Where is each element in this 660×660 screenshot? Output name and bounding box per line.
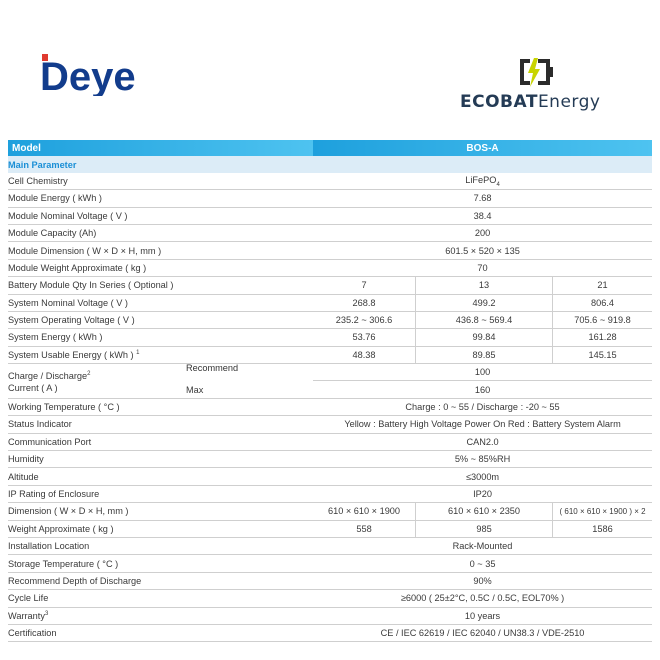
recommend-label bbox=[186, 364, 313, 381]
ecobat-wordmark-thin: Energy bbox=[537, 92, 601, 112]
row-label: Certification bbox=[8, 625, 313, 642]
row-value: IP20 bbox=[313, 486, 652, 503]
table-row bbox=[8, 225, 652, 242]
row-label: Humidity bbox=[8, 451, 313, 468]
charge-discharge-label bbox=[8, 364, 186, 399]
row-value-col3: 145.15 bbox=[552, 347, 652, 364]
table-row bbox=[8, 364, 652, 381]
row-value: 7.68 bbox=[313, 190, 652, 207]
header-row bbox=[8, 140, 652, 156]
row-value: 10 years bbox=[313, 608, 652, 625]
battery-icon bbox=[520, 58, 553, 87]
row-value-col2: 985 bbox=[415, 521, 552, 538]
max-label: Max bbox=[186, 381, 313, 398]
row-label: Altitude bbox=[8, 468, 313, 485]
row-label: Module Nominal Voltage ( V ) bbox=[8, 208, 313, 225]
table-row bbox=[8, 590, 652, 607]
row-label: Module Capacity (Ah) bbox=[8, 225, 313, 242]
row-label: Recommend Depth of Discharge bbox=[8, 573, 313, 590]
row-value: CAN2.0 bbox=[313, 434, 652, 451]
row-value: 70 bbox=[313, 260, 652, 277]
row-label: Module Dimension ( W × D × H, mm ) bbox=[8, 242, 313, 259]
table-row bbox=[8, 451, 652, 468]
cell-chemistry-subscript: 4 bbox=[496, 181, 500, 188]
row-value: ≤3000m bbox=[313, 468, 652, 485]
table-row bbox=[8, 260, 652, 277]
row-value-col3: ( 610 × 610 × 1900 ) × 2 bbox=[552, 503, 652, 520]
row-value-col3: 705.6 ~ 919.8 bbox=[552, 312, 652, 329]
footnote-mark: 3 bbox=[44, 610, 49, 617]
row-label: System Nominal Voltage ( V ) bbox=[8, 295, 313, 312]
charge-label-line2: Current ( A ) bbox=[8, 383, 58, 393]
table-row bbox=[8, 555, 652, 572]
row-value: 0 ~ 35 bbox=[313, 555, 652, 572]
row-value bbox=[313, 173, 652, 190]
row-label: Installation Location bbox=[8, 538, 313, 555]
recommend-value: 100 bbox=[313, 364, 652, 381]
row-label: Storage Temperature ( °C ) bbox=[8, 555, 313, 572]
row-label: System Operating Voltage ( V ) bbox=[8, 312, 313, 329]
row-label: Cycle Life bbox=[8, 590, 313, 607]
table-row bbox=[8, 608, 652, 625]
table-row bbox=[8, 416, 652, 433]
row-value: ≥6000 ( 25±2°C, 0.5C / 0.5C, EOL70% ) bbox=[313, 590, 652, 607]
table-row bbox=[8, 329, 652, 346]
row-value-col3: 1586 bbox=[552, 521, 652, 538]
row-label: Working Temperature ( °C ) bbox=[8, 399, 313, 416]
charge-label-line1: Charge / Discharge bbox=[8, 371, 88, 381]
table-row bbox=[8, 521, 652, 538]
row-label: System Energy ( kWh ) bbox=[8, 329, 313, 346]
row-value: CE / IEC 62619 / IEC 62040 / UN38.3 / VDE-2510 bbox=[313, 625, 652, 642]
row-value-col1: 558 bbox=[313, 521, 415, 538]
row-label: Dimension ( W × D × H, mm ) bbox=[8, 503, 313, 520]
model-value: BOS-A bbox=[313, 140, 652, 156]
row-value-col2: 610 × 610 × 2350 bbox=[415, 503, 552, 520]
row-value-col1: 7 bbox=[313, 277, 415, 294]
row-value-col3: 161.28 bbox=[552, 329, 652, 346]
spec-table bbox=[8, 140, 652, 642]
row-value-col2: 436.8 ~ 569.4 bbox=[415, 312, 552, 329]
max-value: 160 bbox=[313, 381, 652, 398]
deye-logo-text: Deye bbox=[40, 55, 136, 96]
table-row bbox=[8, 538, 652, 555]
row-value-col3: 806.4 bbox=[552, 295, 652, 312]
table-row bbox=[8, 173, 652, 190]
row-value-col2: 89.85 bbox=[415, 347, 552, 364]
row-value-col1: 268.8 bbox=[313, 295, 415, 312]
row-value-col1: 235.2 ~ 306.6 bbox=[313, 312, 415, 329]
table-row bbox=[8, 208, 652, 225]
row-value-col1: 610 × 610 × 1900 bbox=[313, 503, 415, 520]
table-row bbox=[8, 503, 652, 520]
section-row bbox=[8, 156, 652, 172]
footnote-mark: 2 bbox=[87, 370, 91, 377]
row-value: Yellow : Battery High Voltage Power On Red : Battery System Alarm bbox=[313, 416, 652, 433]
section-title: Main Parameter bbox=[8, 156, 652, 172]
row-label: Cell Chemistry bbox=[8, 173, 313, 190]
warranty-label: Warranty bbox=[8, 610, 45, 621]
row-label: Module Weight Approximate ( kg ) bbox=[8, 260, 313, 277]
table-row bbox=[8, 486, 652, 503]
row-value: 38.4 bbox=[313, 208, 652, 225]
row-value: 601.5 × 520 × 135 bbox=[313, 242, 652, 259]
table-row bbox=[8, 347, 652, 364]
table-row bbox=[8, 434, 652, 451]
ecobat-wordmark-bold: ECOBAT bbox=[460, 92, 538, 112]
cell-chemistry-value: LiFePO bbox=[465, 174, 497, 185]
row-value-col3: 21 bbox=[552, 277, 652, 294]
row-label: IP Rating of Enclosure bbox=[8, 486, 313, 503]
row-value: Rack-Mounted bbox=[313, 538, 652, 555]
row-value: 5% ~ 85%RH bbox=[313, 451, 652, 468]
row-value-col2: 99.84 bbox=[415, 329, 552, 346]
table-row bbox=[8, 573, 652, 590]
row-label: Communication Port bbox=[8, 434, 313, 451]
table-row bbox=[8, 312, 652, 329]
ecobat-wordmark bbox=[460, 92, 600, 112]
row-value-col1: 48.38 bbox=[313, 347, 415, 364]
row-value-col1: 53.76 bbox=[313, 329, 415, 346]
row-label bbox=[8, 347, 313, 364]
row-label bbox=[8, 608, 313, 625]
model-label: Model bbox=[8, 140, 313, 156]
row-value: 200 bbox=[313, 225, 652, 242]
table-row bbox=[8, 468, 652, 485]
table-row bbox=[8, 399, 652, 416]
table-row bbox=[8, 625, 652, 642]
recommend-label-text: Recommend bbox=[186, 364, 239, 374]
usable-energy-label: System Usable Energy ( kWh ) bbox=[8, 349, 134, 360]
row-label: Weight Approximate ( kg ) bbox=[8, 521, 313, 538]
row-value: 90% bbox=[313, 573, 652, 590]
row-value-col2: 499.2 bbox=[415, 295, 552, 312]
deye-logo bbox=[40, 52, 165, 101]
row-label: Module Energy ( kWh ) bbox=[8, 190, 313, 207]
row-value-col2: 13 bbox=[415, 277, 552, 294]
table-row bbox=[8, 242, 652, 259]
footnote-mark: 1 bbox=[136, 349, 140, 356]
table-row bbox=[8, 277, 652, 294]
row-label: Battery Module Qty In Series ( Optional ) bbox=[8, 277, 313, 294]
table-row bbox=[8, 295, 652, 312]
row-value: Charge : 0 ~ 55 / Discharge : -20 ~ 55 bbox=[313, 399, 652, 416]
table-row bbox=[8, 190, 652, 207]
row-label: Status Indicator bbox=[8, 416, 313, 433]
